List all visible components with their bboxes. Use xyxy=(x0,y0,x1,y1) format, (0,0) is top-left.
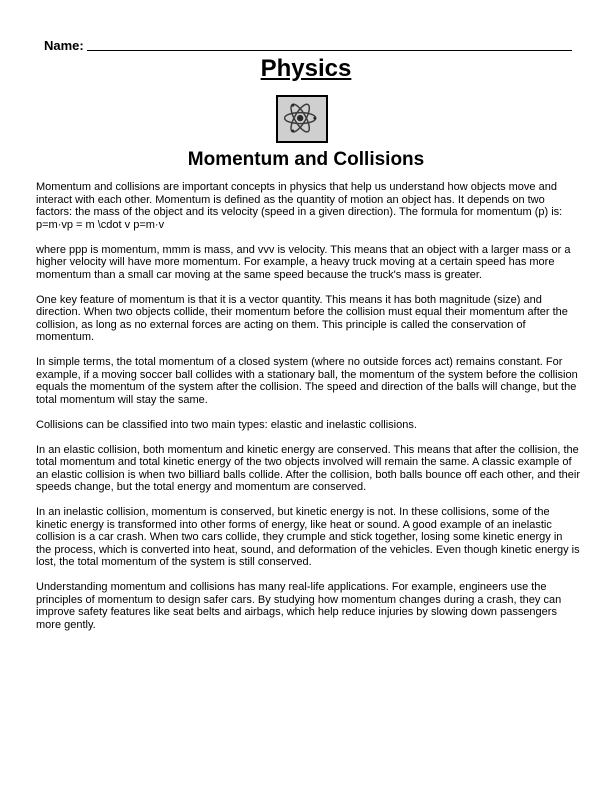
page-title: Momentum and Collisions xyxy=(187,149,425,170)
paragraph: Collisions can be classified into two main types: elastic and inelastic collisions. xyxy=(36,418,417,431)
name-field-row xyxy=(44,36,572,54)
atom-icon xyxy=(276,95,328,143)
article-body xyxy=(36,181,580,644)
name-label: Name: xyxy=(44,38,84,53)
paragraph: One key feature of momentum is that it is a vector quantity. This means it has both magnitude (size) and direction. When two objects collide, their momentum before the collision must equal their momentum after the collision, as long as no external forces are acting on them. This principle is called the conservation of momentum. xyxy=(36,293,568,343)
paragraph: In simple terms, the total momentum of a closed system (where no outside forces act) remains constant. For example, if a moving soccer ball collides with a stationary ball, the momentum of the system before the collision equals the momentum of the system after the collision. The speed and direction of the balls will change, but the total momentum will stay the same. xyxy=(36,356,578,406)
momentum-formula: p=m·vp = m \cdot v p=m·v xyxy=(36,218,165,231)
paragraph: In an inelastic collision, momentum is conserved, but kinetic energy is not. In these collisions, some of the kinetic energy is transformed into other forms of energy, like heat or sound. A good example of an inelastic collision is a car crash. When two cars collide, they crumple and stick together, losing some kinetic energy in the process, which is converted into heat, sound, and deformation of the vehicles. Even though kinetic energy is lost, the total momentum of the system is still conserved. xyxy=(36,506,580,568)
paragraph: where ppp is momentum, mmm is mass, and vvv is velocity. This means that an object with a larger mass or a higher velocity will have more momentum. For example, a heavy truck moving at a certain speed has more momentum than a small car moving at the same speed because the truck's mass is greater. xyxy=(36,243,571,281)
paragraph: Understanding momentum and collisions has many real-life applications. For example, engineers use the principles of momentum to design safer cars. By studying how momentum changes during a crash, they can improve safety features like seat belts and airbags, which help reduce injuries by slowing down passengers more gently. xyxy=(36,581,562,631)
paragraph-intro xyxy=(36,181,580,231)
name-blank-line xyxy=(87,49,572,51)
paragraph: In an elastic collision, both momentum and kinetic energy are conserved. This means that after the collision, the total momentum and total kinetic energy of the two objects involved will remain the same. A classic example of an elastic collision is when two billiard balls collide. After the collision, both balls bounce off each other, and their speeds change, but the total energy and momentum are conserved. xyxy=(36,443,581,493)
paragraph-intro-text: Momentum and collisions are important concepts in physics that help us understand how objects move and interact with each other. Momentum is defined as the quantity of motion an object has. It depends on two factors: the mass of the object and its velocity (speed in a given direction). The formula for momentum (p) is: xyxy=(36,181,563,218)
subject-title: Physics xyxy=(260,55,352,82)
